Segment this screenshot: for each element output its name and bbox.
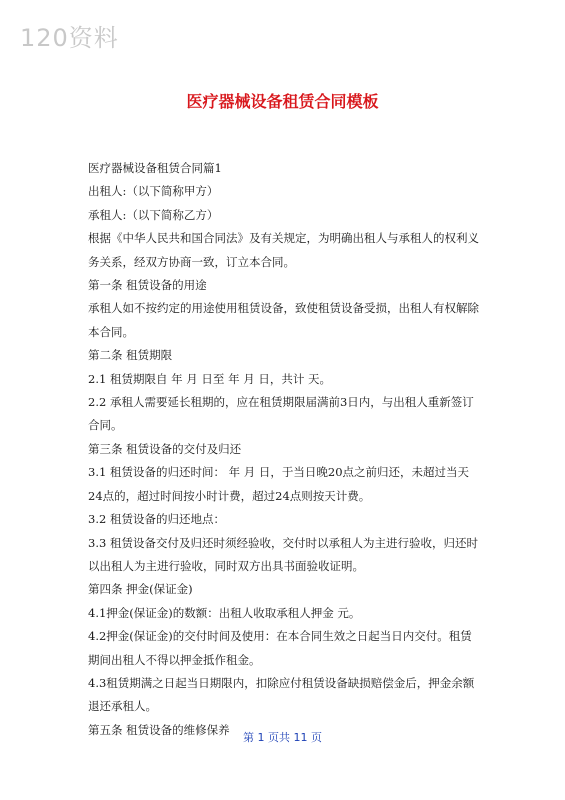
body-line: 承租人如不按约定的用途使用租赁设备，致使租赁设备受损，出租人有权解除 bbox=[88, 301, 479, 316]
body-line: 医疗器械设备租赁合同篇1 bbox=[88, 161, 222, 175]
section-heading: 第五条 租赁设备的维修保养 bbox=[88, 722, 230, 737]
body-line: 退还承租人。 bbox=[88, 699, 157, 714]
body-line: 以出租人为主进行验收，同时双方出具书面验收证明。 bbox=[88, 558, 364, 573]
body-line: 根据《中华人民共和国合同法》及有关规定，为明确出租人与承租人的权利义 bbox=[88, 231, 479, 246]
body-line: 2.2 承租人需要延长租期的，应在租赁期限届满前3日内，与出租人重新签订 bbox=[88, 395, 474, 410]
document-body bbox=[88, 157, 483, 742]
body-line: 出租人:（以下简称甲方） bbox=[88, 184, 219, 199]
section-heading: 第三条 租赁设备的交付及归还 bbox=[88, 441, 242, 456]
page-number-footer: 第 1 页共 11 页 bbox=[243, 731, 322, 744]
body-line: 承租人:（以下简称乙方） bbox=[88, 207, 219, 222]
body-line: 期间出租人不得以押金抵作租金。 bbox=[88, 652, 261, 667]
section-heading: 第二条 租赁期限 bbox=[88, 348, 173, 363]
document-title: 医疗器械设备租赁合同模板 bbox=[186, 92, 379, 111]
body-line: 4.2押金(保证金)的交付时间及使用：在本合同生效之日起当日内交付。租赁 bbox=[88, 629, 472, 644]
body-line: 4.3租赁期满之日起当日期限内，扣除应付租赁设备缺损赔偿金后，押金余额 bbox=[88, 675, 475, 690]
body-line: 本合同。 bbox=[88, 324, 134, 339]
body-line: 3.2 租赁设备的归还地点： bbox=[88, 512, 225, 527]
body-line: 务关系，经双方协商一致，订立本合同。 bbox=[88, 254, 295, 269]
body-line: 3.1 租赁设备的归还时间： 年 月 日，于当日晚20点之前归还，未超过当天 bbox=[88, 465, 470, 480]
body-line: 24点的，超过时间按小时计费，超过24点则按天计费。 bbox=[88, 488, 371, 503]
body-line: 3.3 租赁设备交付及归还时须经验收，交付时以承租人为主进行验收，归还时 bbox=[88, 535, 478, 550]
section-heading: 第四条 押金(保证金) bbox=[88, 582, 193, 597]
section-heading: 第一条 租赁设备的用途 bbox=[88, 278, 207, 293]
body-line: 合同。 bbox=[88, 418, 123, 433]
body-line: 4.1押金(保证金)的数额：出租人收取承租人押金 元。 bbox=[88, 605, 361, 620]
body-line: 2.1 租赁期限自 年 月 日至 年 月 日，共计 天。 bbox=[88, 371, 332, 386]
watermark: 120资料 bbox=[20, 24, 119, 52]
